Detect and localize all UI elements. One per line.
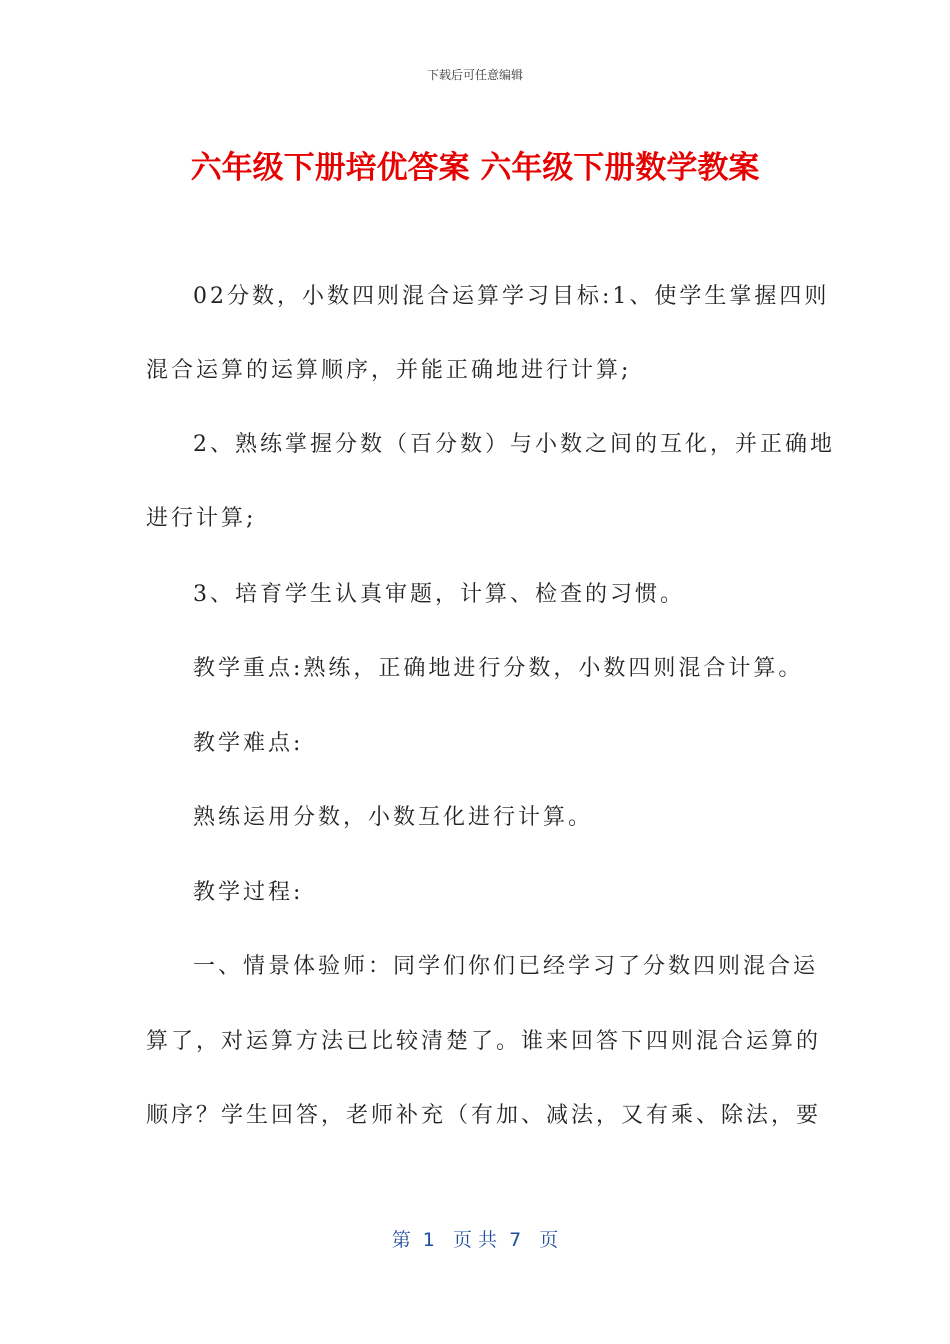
paragraph-line: 2、熟练掌握分数（百分数）与小数之间的互化，并正确地 (193, 432, 835, 457)
paragraph-line: 算了，对运算方法已比较清楚了。谁来回答下四则混合运算的 (146, 1029, 822, 1054)
document-title: 六年级下册培优答案 六年级下册数学教案 (190, 150, 760, 186)
paragraph-line: 熟练运用分数，小数互化进行计算。 (193, 805, 594, 830)
paragraph-line: 进行计算; (146, 506, 257, 531)
paragraph-line: 混合运算的运算顺序，并能正确地进行计算; (146, 358, 632, 383)
header-note: 下载后可任意编辑 (426, 68, 523, 82)
paragraph-line: 一、情景体验师：同学们你们已经学习了分数四则混合运 (193, 954, 819, 979)
page-footer: 第 1 页 共 7 页 (391, 1229, 559, 1251)
paragraph-line: 02分数，小数四则混合运算学习目标:1、使学生掌握四则 (193, 284, 830, 309)
paragraph-line: 教学重点:熟练，正确地进行分数，小数四则混合计算。 (193, 656, 804, 681)
paragraph-line: 顺序？学生回答，老师补充（有加、减法，又有乘、除法，要 (146, 1103, 822, 1128)
paragraph-line: 教学过程: (193, 880, 304, 905)
paragraph-line: 教学难点: (193, 731, 304, 756)
paragraph-line: 3、培育学生认真审题，计算、检查的习惯。 (193, 582, 685, 607)
